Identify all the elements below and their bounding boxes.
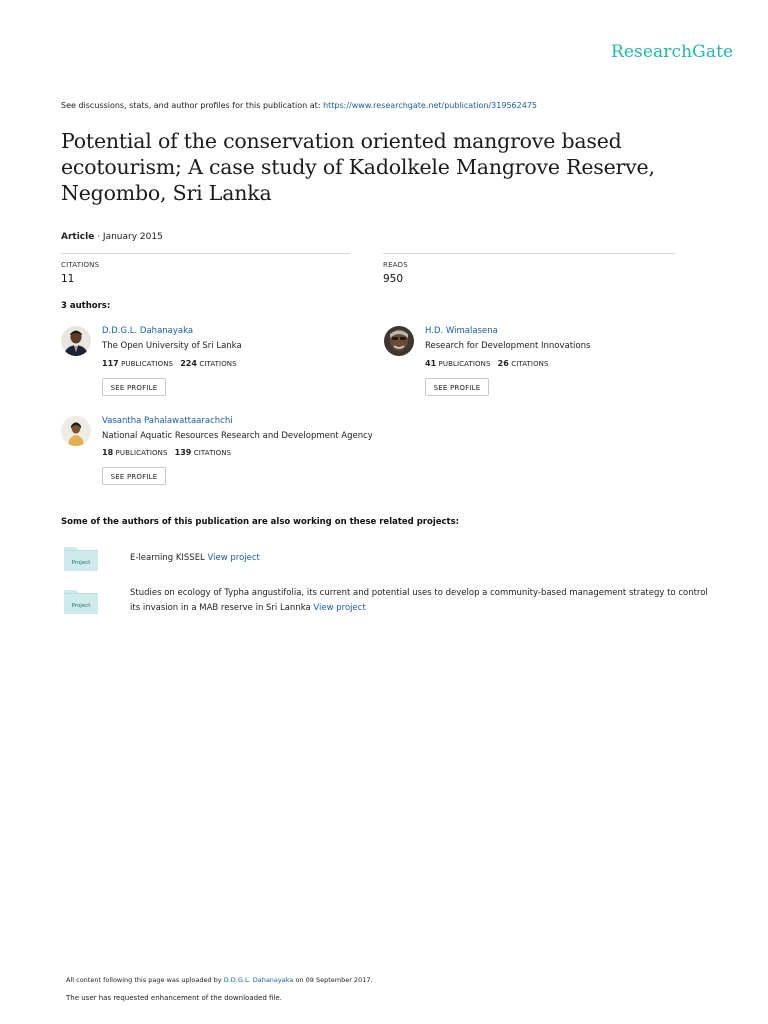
author-name-link[interactable]: Vasantha Pahalawattaarachchi: [102, 416, 233, 426]
see-profile-button[interactable]: SEE PROFILE: [102, 378, 166, 396]
publication-meta: [61, 232, 163, 242]
publication-type: Article: [61, 232, 95, 242]
citations-label-short: CITATIONS: [199, 360, 237, 368]
discussion-text: See discussions, stats, and author profiles for this publication at:: [61, 101, 324, 110]
project-folder-icon[interactable]: [64, 545, 98, 571]
divider-right: [383, 253, 675, 254]
upload-note: All content following this page was uploaded by D.D.G.L. Dahanayaka on 09 September 2017.: [66, 976, 373, 984]
author-affiliation: National Aquatic Resources Research and Development Agency: [102, 431, 373, 441]
reads-value: 950: [383, 273, 404, 285]
author-publications-count: 117: [102, 359, 119, 368]
author-citations-count: 26: [497, 359, 509, 368]
uploader-link[interactable]: D.D.G.L. Dahanayaka: [223, 976, 294, 984]
author-stats: [425, 359, 549, 368]
author-stats: [102, 448, 231, 457]
citations-label-short: CITATIONS: [193, 449, 232, 457]
project-folder-icon[interactable]: [64, 588, 98, 614]
discussion-line: [61, 101, 537, 110]
avatar[interactable]: [384, 326, 414, 356]
researchgate-logo[interactable]: ResearchGate: [611, 42, 734, 62]
view-project-link[interactable]: View project: [207, 553, 260, 563]
avatar[interactable]: [61, 416, 91, 446]
author-publications-count: 41: [425, 359, 437, 368]
author-photo-icon: [384, 326, 414, 356]
author-photo-icon: [61, 326, 91, 356]
project-title-line-1: Studies on ecology of Typha angustifolia, its current and potential uses to develop a community-based management strategy to control: [130, 588, 708, 598]
reads-label: READS: [383, 261, 408, 269]
citations-label-short: CITATIONS: [511, 360, 549, 368]
divider-left: [61, 253, 350, 254]
project-icon-label: Project: [71, 603, 91, 609]
publication-title: Potential of the conservation oriented mangrove based ecotourism; A case study of Kadolkele Mangrove Reserve, Negombo, Sri Lanka: [61, 129, 655, 205]
author-citations-count: 224: [180, 359, 197, 368]
author-name-link[interactable]: D.D.G.L. Dahanayaka: [102, 326, 194, 336]
author-photo-icon: [61, 416, 91, 446]
view-project-link[interactable]: View project: [313, 603, 366, 613]
project-item: [130, 586, 730, 616]
publications-label: PUBLICATIONS: [115, 449, 168, 457]
author-affiliation: Research for Development Innovations: [425, 341, 591, 351]
citations-label: CITATIONS: [61, 261, 100, 269]
enhancement-note: The user has requested enhancement of the downloaded file.: [66, 994, 282, 1002]
author-name-link[interactable]: H.D. Wimalasena: [425, 326, 498, 336]
see-profile-button[interactable]: SEE PROFILE: [102, 467, 166, 485]
project-title: E-learning KISSEL: [130, 553, 208, 563]
publications-label: PUBLICATIONS: [121, 360, 174, 368]
publication-url-link[interactable]: https://www.researchgate.net/publication/319562475: [323, 101, 537, 110]
author-publications-count: 18: [102, 448, 114, 457]
publications-label: PUBLICATIONS: [438, 360, 491, 368]
project-icon-label: Project: [71, 560, 91, 566]
authors-heading: 3 authors:: [61, 301, 111, 311]
publication-date: · January 2015: [94, 232, 163, 242]
citations-value: 11: [61, 273, 75, 285]
author-stats: [102, 359, 237, 368]
project-title-line-2: its invasion in a MAB reserve in Sri Lannka View project: [130, 603, 366, 613]
project-item: [130, 551, 710, 566]
related-projects-heading: Some of the authors of this publication are also working on these related projects:: [61, 517, 460, 527]
see-profile-button[interactable]: SEE PROFILE: [425, 378, 489, 396]
author-affiliation: The Open University of Sri Lanka: [102, 341, 242, 351]
avatar[interactable]: [61, 326, 91, 356]
author-citations-count: 139: [174, 448, 192, 457]
